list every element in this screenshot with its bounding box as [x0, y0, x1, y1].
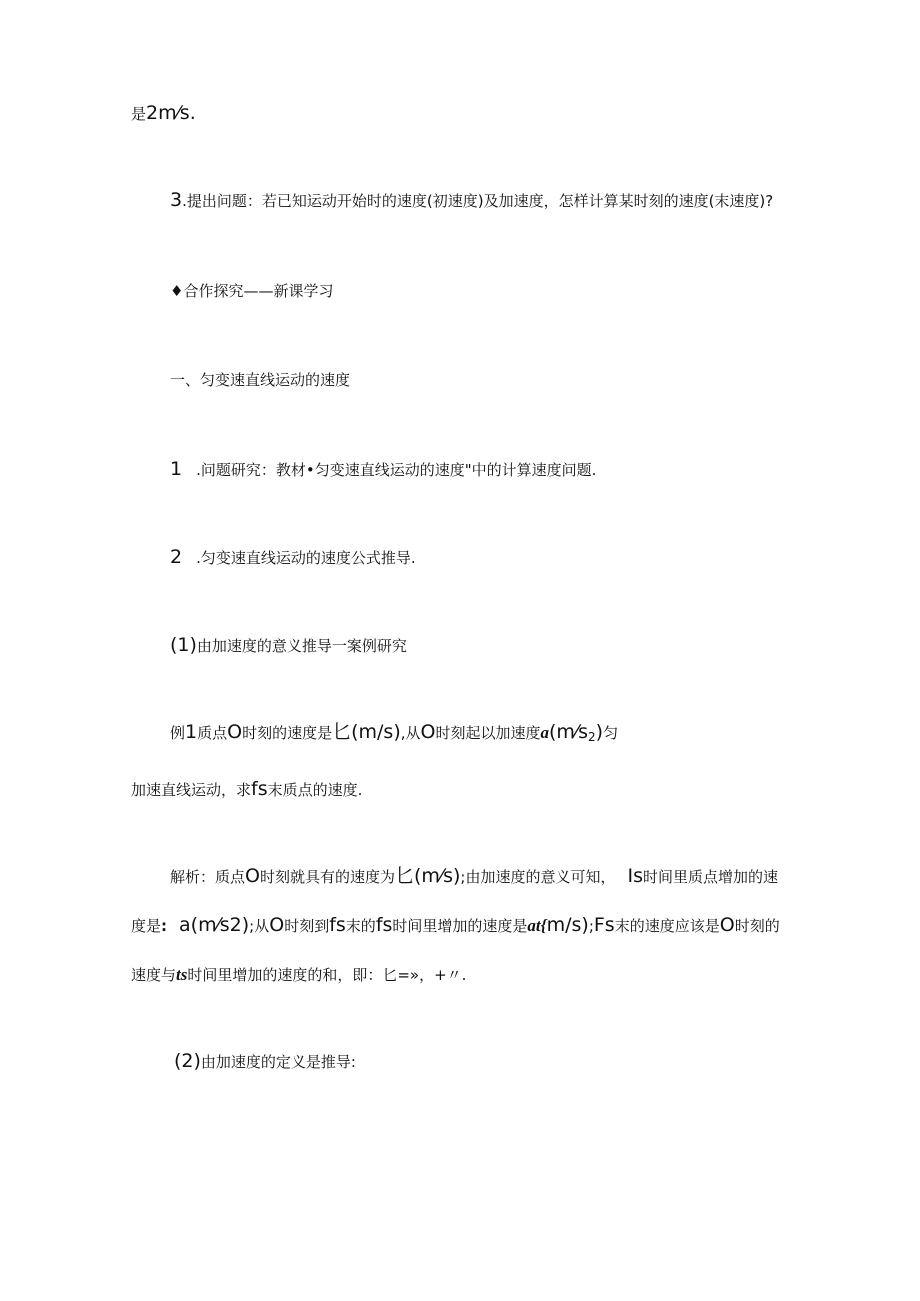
item-text: 由加速度的定义是推导: — [200, 1053, 356, 1071]
paragraph-velocity-result — [131, 103, 196, 124]
heading-text: ♦合作探究——新课学习 — [170, 282, 334, 300]
velocity-value: 2m⁄s — [146, 102, 190, 124]
unit-subscript: 2 — [588, 730, 596, 744]
paragraph-analysis-cont-2 — [131, 965, 466, 985]
section-heading-cooperative — [170, 281, 333, 301]
symbol-fs: fs — [375, 914, 393, 936]
symbol-o: O — [420, 721, 436, 743]
question-text: .提出问题：若已知运动开始时的速度(初速度)及加速度，怎样计算某时刻的速度(末速度)? — [182, 192, 774, 210]
unit: m/s) — [546, 914, 589, 936]
paragraph-formula-derivation — [170, 547, 416, 568]
text: 末的 — [345, 917, 376, 935]
term-at: at{ — [527, 916, 547, 935]
text: 末的速度应该是 — [614, 917, 720, 935]
item-number: (2) — [174, 1050, 201, 1072]
text: 时间里增加的速度的和，即：匕=»，+〃. — [187, 966, 467, 984]
text: 是 — [131, 105, 147, 123]
paragraph-derivation-2 — [174, 1051, 356, 1072]
paragraph-example-1-cont — [131, 779, 362, 800]
symbol-is: Is — [627, 865, 643, 887]
text: 加速直线运动，求 — [131, 781, 252, 799]
text: ;由加速度的意义可知， — [460, 868, 616, 886]
symbol-fs: fs — [251, 778, 268, 800]
initial-velocity: 匕(m/s) — [332, 721, 401, 743]
colon: : — [161, 917, 168, 935]
example-number: 1 — [185, 721, 198, 743]
text: 时刻就具有的速度为 — [259, 868, 395, 886]
text: 时刻起以加速度 — [435, 724, 541, 742]
paragraph-derivation-1 — [170, 635, 407, 656]
item-number: 1 — [170, 458, 183, 480]
text: 速度与 — [131, 966, 177, 984]
text: 时刻的 — [734, 917, 780, 935]
symbol-o: O — [227, 721, 243, 743]
item-number: (1) — [170, 634, 197, 656]
paragraph-analysis-cont-1 — [131, 915, 780, 936]
item-number: 3 — [170, 189, 183, 211]
symbol-ts: ts — [176, 965, 188, 984]
symbol-a: a — [540, 723, 550, 742]
symbol-o: O — [269, 914, 285, 936]
text: 时间里质点增加的速 — [642, 868, 778, 886]
heading-text: 一、匀变速直线运动的速度 — [170, 371, 351, 389]
item-text: .匀变速直线运动的速度公式推导. — [196, 549, 416, 567]
text: 质点 — [197, 724, 228, 742]
acceleration-term: a(m⁄s2) — [179, 914, 250, 936]
symbol-fs: fs — [329, 914, 346, 936]
text: ,从 — [400, 724, 421, 742]
text: 例 — [170, 724, 186, 742]
text: 时刻到 — [284, 917, 330, 935]
item-number: 2 — [170, 546, 183, 568]
paragraph-problem-study — [170, 459, 596, 480]
text: 时刻的速度是 — [242, 724, 333, 742]
text: 末质点的速度. — [267, 781, 363, 799]
text: 匀 — [603, 724, 619, 742]
period: . — [189, 102, 196, 124]
unit: (m⁄s — [549, 721, 589, 743]
symbol-fs: Fs — [593, 914, 615, 936]
initial-velocity: 匕(m⁄s) — [395, 865, 461, 887]
text: 时间里增加的速度是 — [392, 917, 528, 935]
paragraph-question — [170, 190, 773, 211]
item-text: .问题研究：教材•匀变速直线运动的速度"中的计算速度问题. — [196, 461, 597, 479]
paren: ) — [595, 721, 604, 743]
text: 度是 — [131, 917, 162, 935]
symbol-o: O — [719, 914, 735, 936]
section-heading-uniform-velocity — [170, 370, 350, 390]
text: ;从 — [249, 917, 270, 935]
text: 解析：质点 — [170, 868, 246, 886]
item-text: 由加速度的意义推导一案例研究 — [196, 637, 407, 655]
paragraph-example-1 — [170, 722, 618, 747]
symbol-o: O — [245, 865, 260, 887]
text: ; — [588, 917, 594, 935]
paragraph-analysis — [170, 866, 778, 887]
